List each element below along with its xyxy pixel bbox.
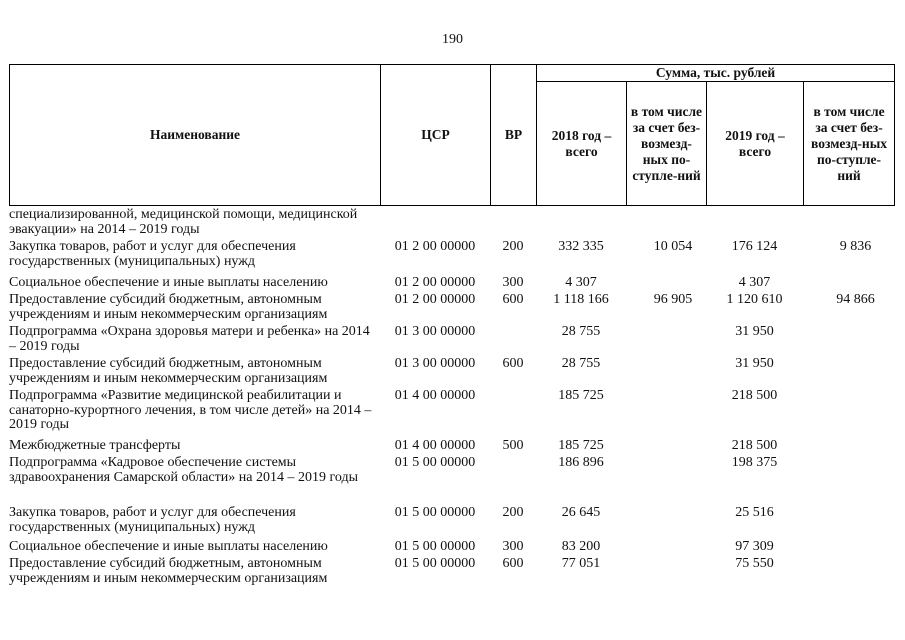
table-row [9,357,894,389]
budget-table-body [9,208,894,589]
row-2018-free [626,456,706,506]
row-2018-free [626,357,706,389]
row-2018-total: 1 118 166 [553,292,609,307]
row-2018-free [626,439,706,456]
row-2019-total: 218 500 [731,438,778,453]
row-2019-free [803,208,894,240]
row-csr: 01 2 00 00000 [394,275,476,290]
row-2018-free [626,540,706,557]
header-2018-free: в том числе за счет без-возмезд-ных по-ступле-ний [627,82,707,206]
row-2019-total: 97 309 [735,539,774,554]
row-2019-free [803,357,894,389]
header-vr: ВР [491,65,537,206]
row-csr: 01 5 00 00000 [394,455,476,470]
row-csr: 01 4 00 00000 [394,438,476,453]
row-vr: 500 [502,438,524,453]
row-csr: 01 3 00 00000 [394,356,476,371]
row-2019-free [803,325,894,357]
row-csr: 01 5 00 00000 [394,539,476,554]
row-name: Подпрограмма «Развитие медицинской реабилитации и санаторно-курортного лечения, в том числе детей» на 2014 – 2019 годы [9,388,372,433]
row-name: Социальное обеспечение и иные выплаты населению [9,539,328,554]
row-vr [490,456,536,506]
row-2018-total: 77 051 [561,556,601,571]
header-2019-free: в том числе за счет без-возмезд-ных по-ступле-ний [804,82,895,206]
table-row [9,506,894,540]
row-2019-total: 31 950 [735,356,774,371]
row-2019-free [803,506,894,540]
row-vr: 600 [502,292,524,307]
page-number: 190 [442,32,463,47]
row-2018-free [626,557,706,589]
row-2019-total: 198 375 [731,455,778,470]
row-2019-total: 31 950 [735,324,774,339]
table-row [9,557,894,589]
row-vr [490,389,536,439]
row-2018-free [626,506,706,540]
table-row [9,325,894,357]
row-2019-total [706,208,803,240]
row-2018-total [536,208,626,240]
row-csr [380,208,490,240]
row-2018-total: 185 725 [558,438,604,453]
row-name: Межбюджетные трансферты [9,438,181,453]
row-name: Подпрограмма «Кадровое обеспечение системы здравоохранения Самарской области» на 2014 – 2019 годы [9,455,358,485]
row-2018-free: 96 905 [653,292,693,307]
row-2018-total: 28 755 [561,324,601,339]
row-vr: 200 [502,239,524,254]
row-2018-total: 4 307 [565,275,597,290]
table-row [9,276,894,293]
row-vr [490,325,536,357]
row-name: Предоставление субсидий бюджетным, автономным учреждениям и иным некоммерческим организациям [9,556,328,586]
row-2018-free [626,389,706,439]
row-name: Социальное обеспечение и иные выплаты населению [9,275,328,290]
row-vr: 300 [502,275,524,290]
row-2018-total: 185 725 [558,388,604,403]
row-name: Предоставление субсидий бюджетным, автономным учреждениям и иным некоммерческим организациям [9,292,328,322]
row-2019-total: 1 120 610 [726,292,783,307]
row-2019-total: 25 516 [735,505,774,520]
row-2018-total: 186 896 [558,455,604,470]
row-2019-free [803,439,894,456]
row-2019-free [803,276,894,293]
table-rows [9,208,894,589]
row-name: специализированной, медицинской помощи, медицинской эвакуации» на 2014 – 2019 годы [9,207,358,237]
header-name: Наименование [10,65,381,206]
row-csr: 01 4 00 00000 [394,388,476,403]
row-2019-free: 94 866 [836,292,875,307]
row-2018-free [626,325,706,357]
row-2019-free: 9 836 [839,239,872,254]
row-vr: 600 [502,356,524,371]
header-2019-total: 2019 год – всего [707,82,804,206]
row-2018-total: 332 335 [558,239,604,254]
row-2018-free [626,208,706,240]
table-row [9,540,894,557]
row-2019-total: 218 500 [731,388,778,403]
row-vr [490,208,536,240]
row-name: Закупка товаров, работ и услуг для обеспечения государственных (муниципальных) нужд [9,505,296,535]
table-header [9,64,895,206]
row-2019-total: 4 307 [738,275,771,290]
row-2019-total: 176 124 [731,239,778,254]
row-vr: 600 [502,556,524,571]
row-2019-free [803,557,894,589]
table-row [9,293,894,325]
row-2019-free [803,389,894,439]
row-2019-free [803,540,894,557]
row-2019-free [803,456,894,506]
header-2018-total: 2018 год – всего [537,82,627,206]
table-row [9,208,894,240]
header-sum-group: Сумма, тыс. рублей [537,65,895,82]
row-csr: 01 2 00 00000 [394,239,476,254]
row-2018-total: 26 645 [561,505,601,520]
table-row [9,439,894,456]
row-csr: 01 2 00 00000 [394,292,476,307]
row-2019-total: 75 550 [735,556,774,571]
row-csr: 01 3 00 00000 [394,324,476,339]
row-name: Предоставление субсидий бюджетным, автономным учреждениям и иным некоммерческим организациям [9,356,328,386]
row-2018-total: 28 755 [561,356,601,371]
header-csr: ЦСР [381,65,491,206]
row-name: Подпрограмма «Охрана здоровья матери и ребенка» на 2014 – 2019 годы [9,324,370,354]
table-row [9,456,894,506]
row-name: Закупка товаров, работ и услуг для обеспечения государственных (муниципальных) нужд [9,239,296,269]
row-2018-free: 10 054 [653,239,693,254]
table-row [9,389,894,439]
row-vr: 300 [502,539,524,554]
row-csr: 01 5 00 00000 [394,505,476,520]
row-vr: 200 [502,505,524,520]
row-csr: 01 5 00 00000 [394,556,476,571]
row-2018-total: 83 200 [561,539,601,554]
row-2018-free [626,276,706,293]
table-row [9,240,894,276]
